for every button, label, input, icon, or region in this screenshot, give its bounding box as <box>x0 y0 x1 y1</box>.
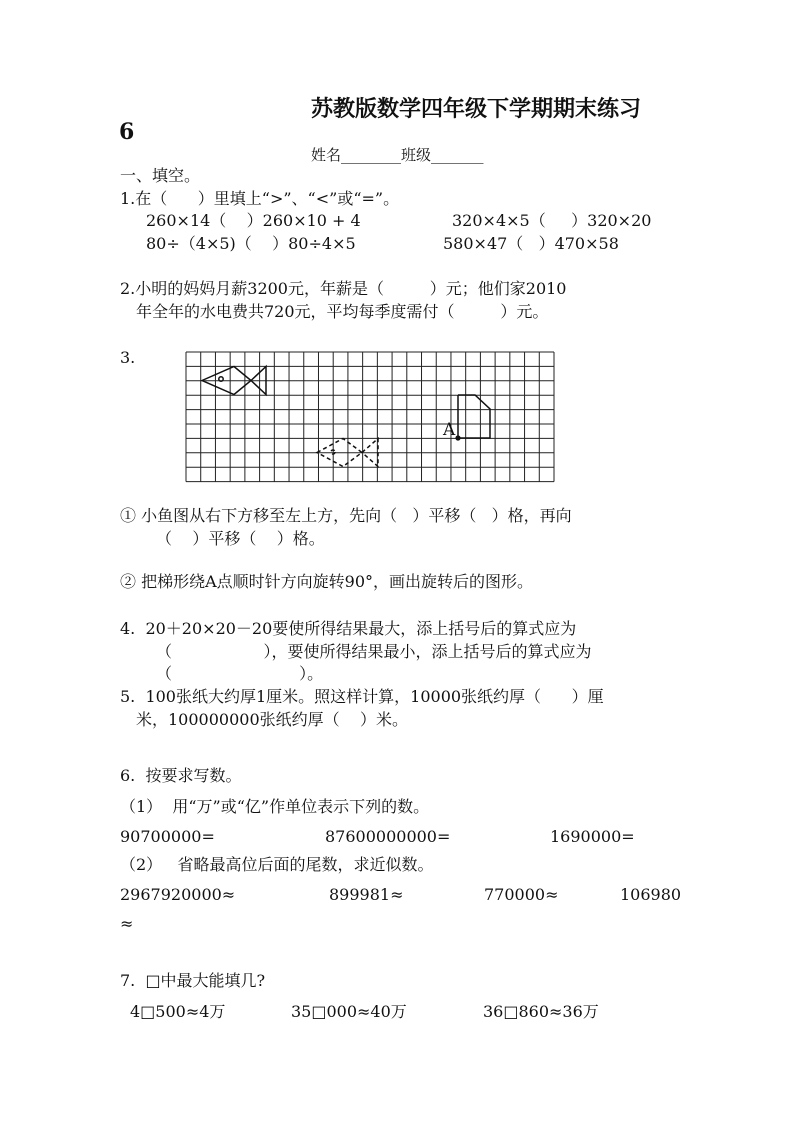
q3-number: 3. <box>120 348 136 367</box>
q5-line: 5. 100张纸大约厚1厘米。照这样计算，10000张纸约厚（ ）厘 <box>120 687 604 706</box>
q6-item: 87600000000= <box>325 827 451 846</box>
q4-line: （ ），要使所得结果最小，添上括号后的算式应为 <box>156 642 592 661</box>
q6-item: 770000≈ <box>484 885 559 904</box>
q2-line: 2.小明的妈妈月薪3200元，年薪是（ ）元；他们家2010 <box>120 279 567 298</box>
q7-item: 35□000≈40万 <box>291 1002 407 1021</box>
q1-item: 580×47（ ）470×58 <box>443 234 619 253</box>
q5-line: 米，100000000张纸约厚（ ）米。 <box>136 710 408 729</box>
q6-part-heading: （2） 省略最高位后面的尾数，求近似数。 <box>120 855 434 874</box>
page-title: 苏教版数学四年级下学期期末练习 <box>311 97 642 122</box>
q7-heading: 7. □中最大能填几? <box>120 971 266 990</box>
q6-item: 90700000= <box>120 827 215 846</box>
q3-sub1-line: ① 小鱼图从右下方移至左上方，先向（ ）平移（ ）格，再向 <box>120 506 572 525</box>
q3-sub1-line: （ ）平移（ ）格。 <box>156 529 325 548</box>
q6-item: 899981≈ <box>329 885 404 904</box>
q1-item: 320×4×5（ ）320×20 <box>452 211 652 230</box>
q6-item-continuation: ≈ <box>120 914 134 933</box>
q1-item: 260×14（ ）260×10 + 4 <box>146 211 361 230</box>
q3-sub2-line: ② 把梯形绕A点顺时针方向旋转90°，画出旋转后的图形。 <box>120 572 534 591</box>
q1-prompt: 1.在（ ）里填上“>”、“<”或“=”。 <box>120 189 400 208</box>
grid-figure <box>180 346 560 486</box>
trapezoid-shape <box>458 395 490 438</box>
q6-item: 1690000= <box>550 827 635 846</box>
point-a-marker <box>455 435 460 440</box>
section-heading: 一、填空。 <box>120 166 201 185</box>
q4-line: （ ）。 <box>156 664 324 683</box>
q2-line: 年全年的水电费共720元，平均每季度需付（ ）元。 <box>136 302 549 321</box>
point-a-label: A <box>443 420 456 440</box>
q7-item: 4□500≈4万 <box>130 1002 226 1021</box>
title-number: 6 <box>119 119 135 145</box>
q6-item: 2967920000≈ <box>120 885 236 904</box>
student-info-line: 姓名________班级_______ <box>311 146 484 164</box>
q7-item: 36□860≈36万 <box>483 1002 599 1021</box>
q6-heading: 6. 按要求写数。 <box>120 766 242 785</box>
q6-part-heading: （1） 用“万”或“亿”作单位表示下列的数。 <box>120 797 430 816</box>
q1-item: 80÷（4×5)（ ）80÷4×5 <box>146 234 356 253</box>
q6-item: 106980 <box>620 885 682 904</box>
q4-line: 4. 20＋20×20－20要使所得结果最大，添上括号后的算式应为 <box>120 619 577 638</box>
